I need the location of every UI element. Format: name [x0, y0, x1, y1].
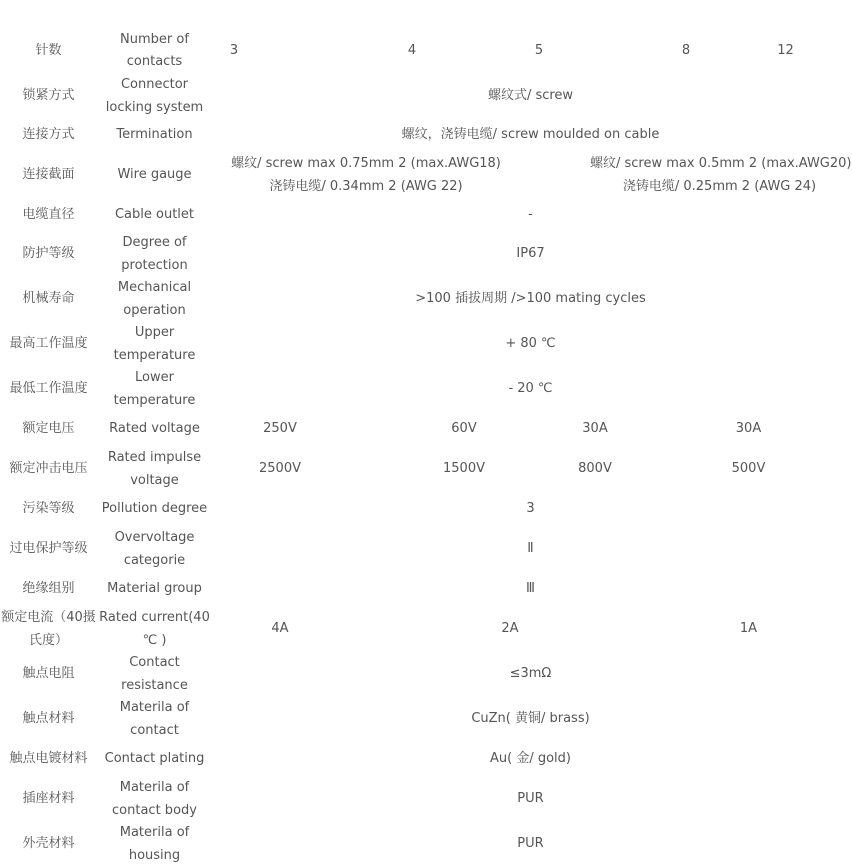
- value-cell: + 80 ℃: [505, 336, 556, 352]
- row-label-en: Contact resistance: [121, 655, 188, 693]
- value-cell: PUR: [517, 836, 544, 852]
- value-cell: 1A: [739, 621, 758, 637]
- row-label-en: Wire gauge: [117, 167, 192, 183]
- value-cell: 2A: [501, 621, 519, 637]
- table-row: [0, 697, 849, 742]
- row-label-zh: 最低工作温度: [9, 381, 88, 397]
- row-label-en: Number of contacts: [120, 31, 189, 69]
- row-label-zh: 额定冲击电压: [9, 461, 88, 477]
- row-label-zh: 污染等级: [22, 501, 75, 517]
- row-label-zh: 额定电流（40摄氏度）: [1, 610, 96, 648]
- row-label-en: Connector locking system: [105, 77, 204, 115]
- row-label-en: Materila of contact: [119, 700, 190, 738]
- value-cell: 4: [407, 42, 417, 58]
- row-label-en: Cable outlet: [114, 207, 195, 223]
- table-row: [0, 119, 849, 152]
- row-label-zh: 触点电镀材料: [9, 751, 88, 767]
- table-row: [0, 322, 849, 367]
- table-row: [0, 492, 849, 527]
- row-label-zh: 外壳材料: [22, 836, 75, 852]
- row-label-zh: 绝缘组别: [22, 581, 75, 597]
- value-cell: Ⅲ: [526, 581, 535, 597]
- table-row: [0, 652, 849, 697]
- table-row: [0, 152, 849, 199]
- row-label-zh: 针数: [35, 42, 62, 58]
- row-label-en: Overvoltage categorie: [114, 530, 195, 568]
- table-row: [0, 527, 849, 572]
- value-cell: - 20 ℃: [508, 381, 553, 397]
- table-row: [0, 28, 849, 74]
- table-row: [0, 742, 849, 777]
- row-label-zh: 触点电阻: [22, 666, 75, 682]
- row-label-zh: 机械寿命: [22, 291, 75, 307]
- table-row: [0, 607, 849, 652]
- row-label-zh: 电缆直径: [22, 207, 75, 223]
- row-label-en: Rated current(40 ℃ ): [99, 610, 210, 648]
- row-label-en: Degree of protection: [121, 235, 188, 273]
- row-label-zh: 防护等级: [22, 246, 75, 262]
- value-cell: 4A: [271, 621, 289, 637]
- value-cell: 8: [681, 42, 691, 58]
- row-label-en: Mechanical operation: [117, 280, 192, 318]
- value-cell: IP67: [516, 246, 545, 262]
- value-cell: 2500V: [259, 461, 301, 477]
- value-cell: 1500V: [443, 461, 485, 477]
- value-cell: 60V: [451, 421, 477, 437]
- value-cell: 5: [534, 42, 544, 58]
- row-label-zh: 连接截面: [22, 167, 75, 183]
- specification-table: [0, 28, 852, 867]
- row-label-en: Lower temperature: [113, 370, 196, 408]
- row-label-en: Rated impulse voltage: [107, 450, 202, 488]
- value-cell: 12: [777, 42, 794, 58]
- table-row: [0, 199, 849, 232]
- row-label-en: Material group: [107, 581, 202, 597]
- table-row: [0, 277, 849, 322]
- row-label-zh: 过电保护等级: [9, 541, 88, 557]
- value-cell: 螺纹式/ screw: [487, 88, 574, 104]
- value-cell: ≤3mΩ: [509, 666, 552, 682]
- row-label-zh: 触点材料: [22, 711, 75, 727]
- row-label-zh: 连接方式: [22, 127, 75, 143]
- row-label-en: Rated voltage: [109, 421, 200, 437]
- table-row: [0, 232, 849, 277]
- value-cell: PUR: [517, 791, 544, 807]
- table-row: [0, 74, 849, 119]
- value-cell: 250V: [263, 421, 297, 437]
- row-label-zh: 插座材料: [22, 791, 75, 807]
- value-cell: 3: [229, 42, 239, 58]
- value-cell: 30A: [582, 421, 608, 437]
- value-cell: CuZn( 黄铜/ brass): [471, 711, 590, 727]
- value-cell: Au( 金/ gold): [490, 751, 571, 767]
- table-row: [0, 367, 849, 412]
- value-cell: >100 插拔周期 />100 mating cycles: [415, 291, 646, 307]
- table-row: [0, 777, 849, 822]
- value-cell: 螺纹，浇铸电缆/ screw moulded on cable: [401, 127, 660, 143]
- table-row: [0, 572, 849, 607]
- row-label-zh: 锁紧方式: [22, 88, 75, 104]
- value-cell: 3: [526, 501, 535, 517]
- row-label-en: Upper temperature: [113, 325, 196, 363]
- row-label-en: Materila of housing: [119, 825, 190, 863]
- value-cell: -: [528, 207, 533, 223]
- row-label-en: Pollution degree: [101, 501, 208, 517]
- value-cell: 30A: [735, 421, 762, 437]
- value-cell: Ⅱ: [527, 541, 534, 557]
- row-label-en: Contact plating: [104, 751, 205, 767]
- row-label-zh: 最高工作温度: [9, 336, 88, 352]
- table-row: [0, 447, 849, 492]
- table-row: [0, 412, 849, 447]
- value-cell: 500V: [731, 461, 766, 477]
- value-cell-left: 螺纹/ screw max 0.75mm 2 (max.AWG18) 浇铸电缆/ 0.34mm 2 (AWG 22): [231, 156, 501, 194]
- row-label-en: Termination: [116, 127, 193, 143]
- value-cell-right: 螺纹/ screw max 0.5mm 2 (max.AWG20) 浇铸电缆/ 0.25mm 2 (AWG 24): [590, 156, 852, 194]
- row-label-zh: 额定电压: [22, 421, 75, 437]
- row-label-en: Materila of contact body: [112, 780, 197, 818]
- table-row: [0, 822, 849, 867]
- value-cell: 800V: [578, 461, 612, 477]
